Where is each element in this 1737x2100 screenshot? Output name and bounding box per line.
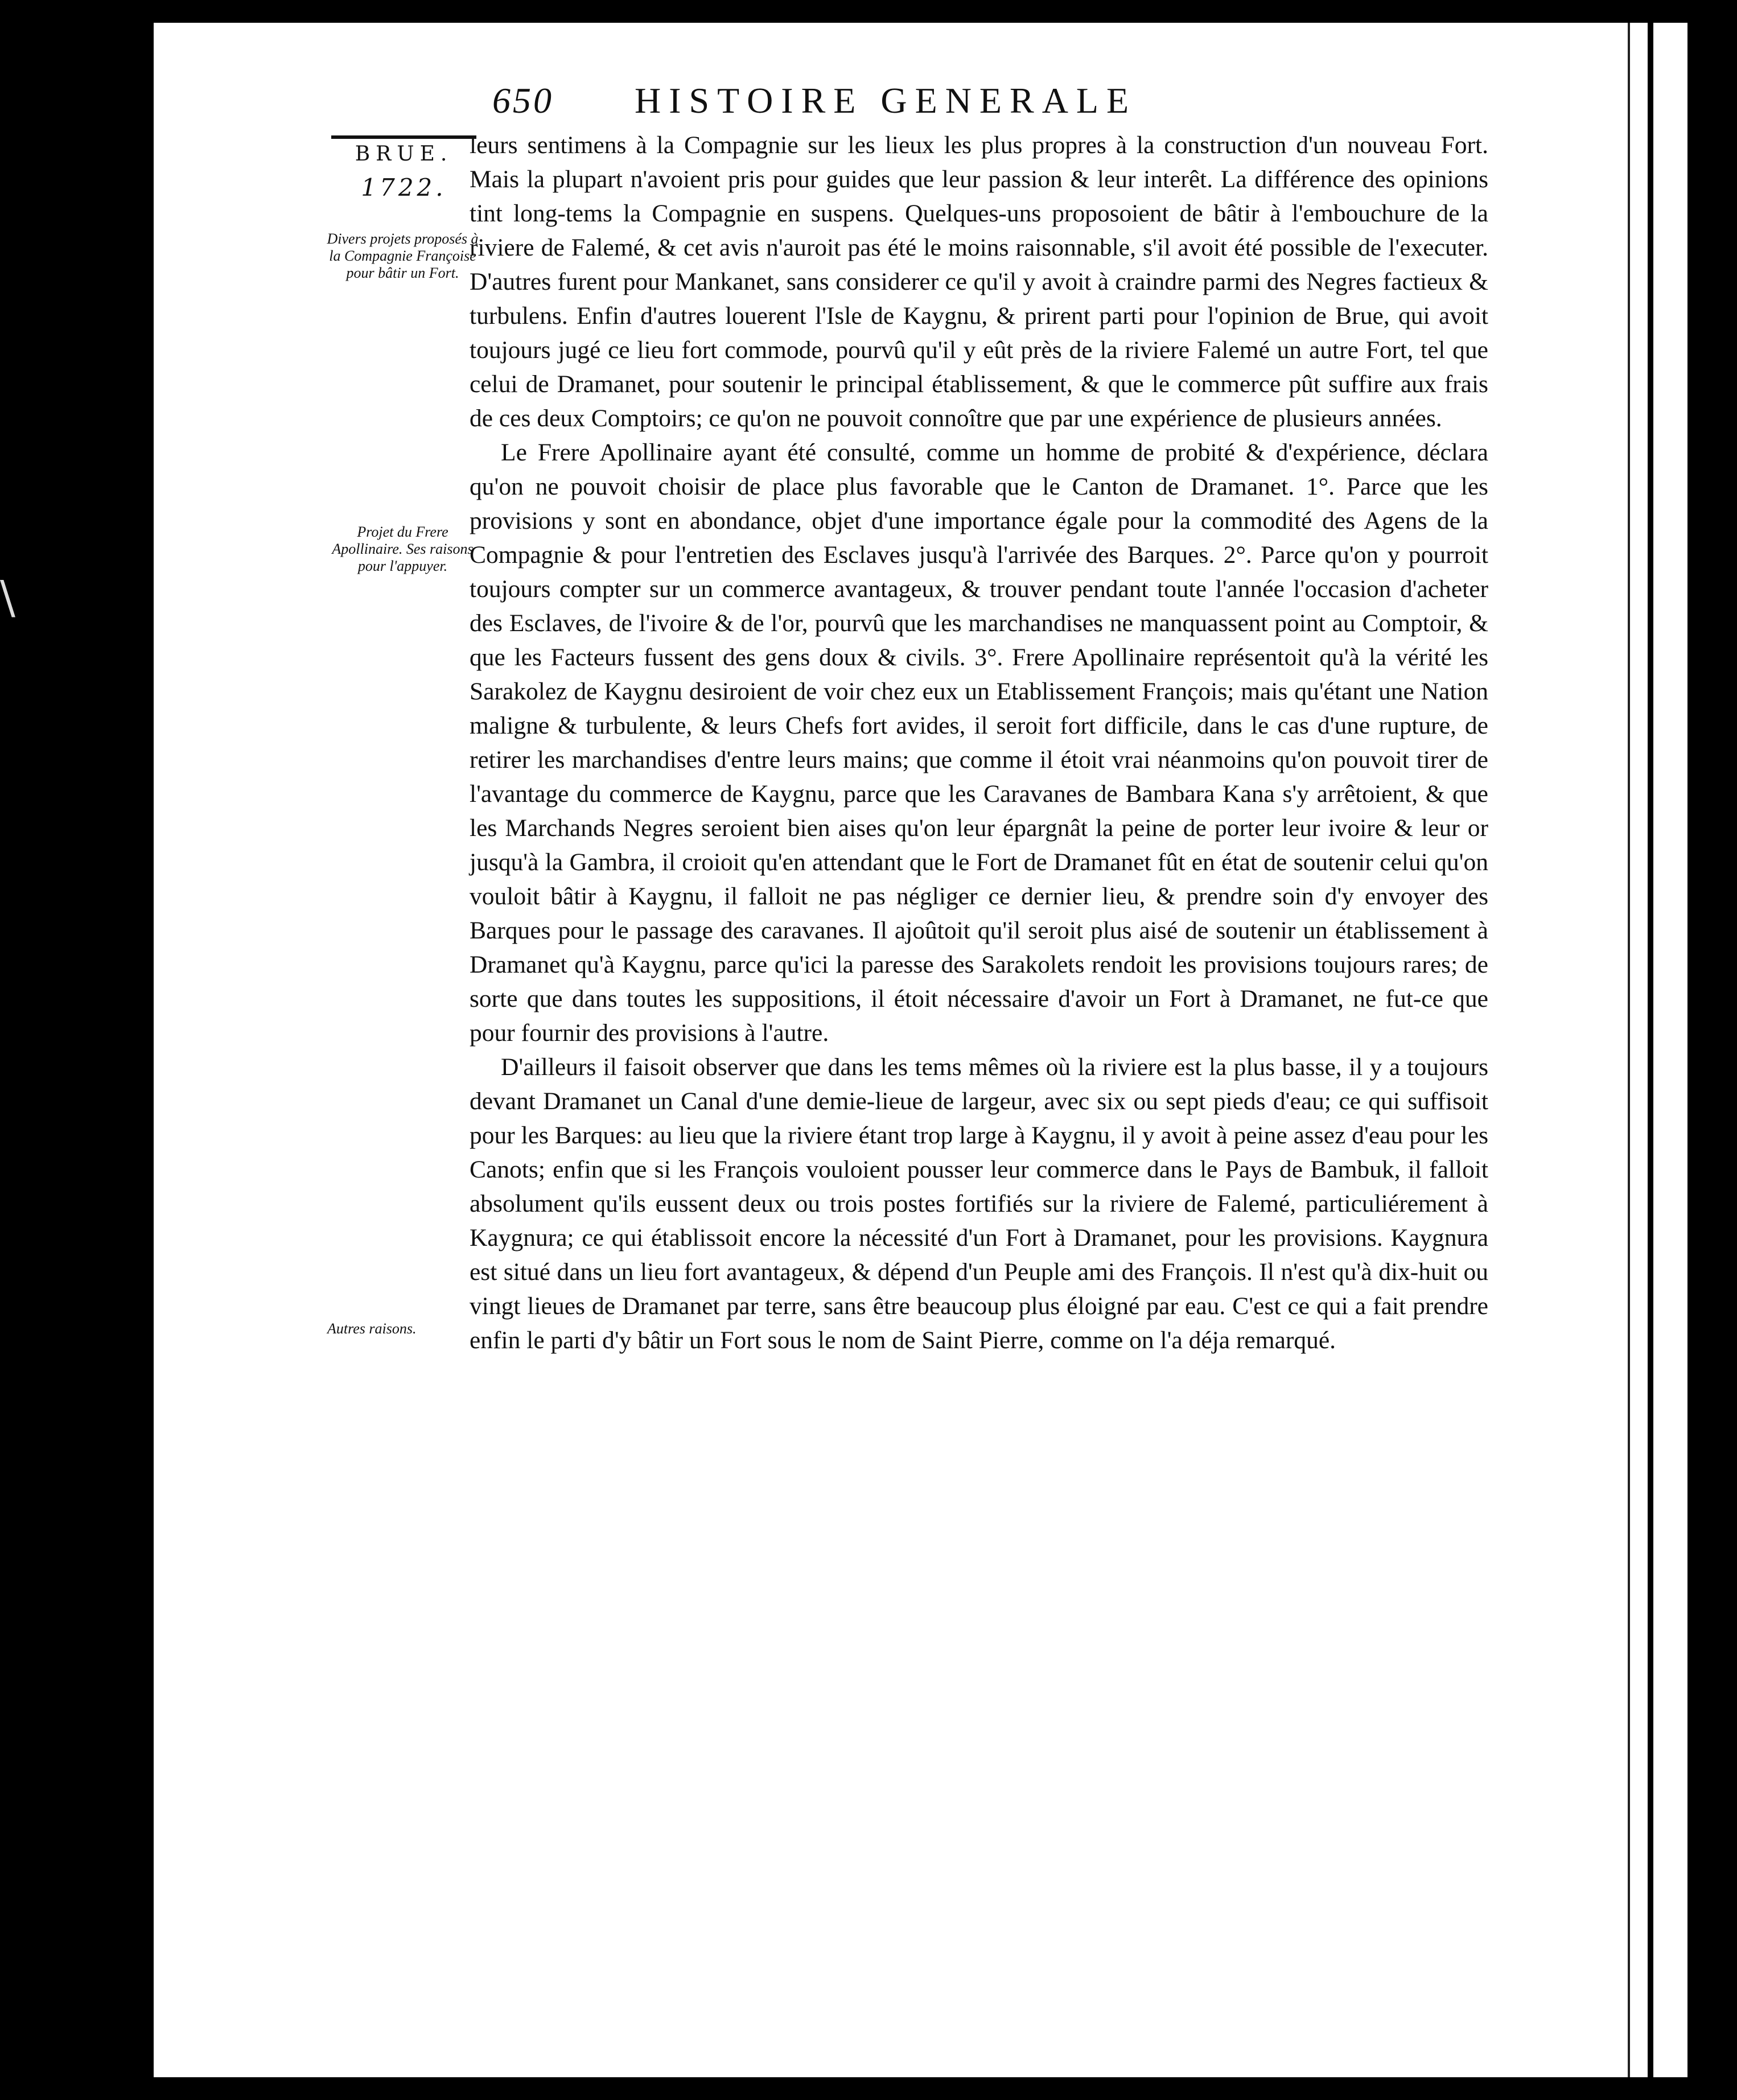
margin-year: 1722. [361,174,447,201]
page-edge-line [1628,23,1630,2077]
marginal-note-apollinaire: Projet du Frere Apollinaire. Ses raisons pour l'appuyer. [332,524,474,574]
paragraph: leurs sentimens à la Compagnie sur les lieux les plus propres à la construction d'un nouveau Fort. Mais la plupart n'avoient pris pour guides que leur passion & leur interêt. La différence des opinions tint long-tems la Compagnie en suspens. Quelques-uns proposoient de bâtir à l'embouchure de la riviere de Falemé, & cet avis n'auroit pas été le moins raisonnable, s'il avoit été possible de l'executer. D'autres furent pour Mankanet, sans considerer ce qu'il y avoit à craindre parmi des Negres factieux & turbulens. Enfin d'autres louerent l'Isle de Kaygnu, & prirent parti pour l'opinion de Brue, qui avoit toujours jugé ce lieu fort commode, pourvû qu'il y eût près de la riviere Falemé un autre Fort, tel que celui de Dramanet, pour soutenir le principal établissement, & que le commerce pût suffire aux frais de ces deux Comptoirs; ce qu'on ne pouvoit connoître que par une expérience de plusieurs années. [470,131,1488,432]
running-head [492,80,1306,122]
marginal-note-projets: Divers projets proposés à la Compagnie Françoise pour bâtir un Fort. [327,230,479,281]
main-text [470,128,1488,1357]
paragraph: Le Frere Apollinaire ayant été consulté, comme un homme de probité & d'expérience, déclara qu'on ne pouvoit choisir de place plus favorable que le Canton de Dramanet. 1°. Parce que les provisions y sont en abondance, objet d'une importance égale pour la commodité des Agens de la Compagnie & pour l'entretien des Esclaves jusqu'à l'arrivée des Barques. 2°. Parce qu'on y pourroit toujours compter sur un commerce avantageux, & trouver pendant toute l'année l'occasion d'acheter des Esclaves, de l'ivoire & de l'or, pourvû que les marchandises ne manquassent point au Comptoir, & que les Facteurs fussent des gens doux & civils. 3°. Frere Apollinaire représentoit qu'à la vérité les Sarakolez de Kaygnu desiroient de voir chez eux un Etablissement François; mais qu'étant une Nation maligne & turbulente, & leurs Chefs fort avides, il seroit fort difficile, dans le cas d'une rupture, de retirer les marchandises d'entre leurs mains; que comme il étoit vrai néanmoins qu'on pouvoit tirer de l'avantage du commerce de Kaygnu, parce que les Caravanes de Bambara Kana s'y arrêtoient, & que les Marchands Negres seroient bien aises qu'on leur épargnât la peine de porter leur ivoire & leur or jusqu'à la Gambra, il croioit qu'en attendant que le Fort de Dramanet fût en état de soutenir celui qu'on vouloit bâtir à Kaygnu, il falloit ne pas négliger ce dernier lieu, & prendre soin d'y envoyer des Barques pour le passage des caravanes. Il ajoûtoit qu'il seroit plus aisé de soutenir un établissement à Dramanet qu'à Kaygnu, parce qu'ici la paresse des Sarakolets rendoit les provisions toujours rares; de sorte que dans toutes les suppositions, il étoit nécessaire d'avoir un Fort à Dramanet, ne fut-ce que pour fournir des provisions à l'autre. [470,439,1488,1047]
marginal-note-autres: Autres raisons. [327,1320,417,1337]
facing-page-strip [1653,23,1687,2077]
scan-edge-mark: \ [0,571,15,624]
paragraph: D'ailleurs il faisoit observer que dans les tems mêmes où la riviere est la plus basse, il y a toujours devant Dramanet un Canal d'une demie-lieue de largeur, avec six ou sept pieds d'eau; ce qui suffisoit pour les Barques: au lieu que la riviere étant trop large à Kaygnu, il y avoit à peine assez d'eau pour les Canots; enfin que si les François vouloient pousser leur commerce dans le Pays de Bambuk, il falloit absolument qu'ils eussent deux ou trois postes fortifiés sur la riviere de Falemé, particuliérement à Kaygnura; ce qui établissoit encore la nécessité d'un Fort à Dramanet, pour les provisions. Kaygnura est situé dans un lieu fort avantageux, & dépend d'un Peuple ami des François. Il n'est qu'à dix-huit ou vingt lieues de Dramanet par terre, sans être beaucoup plus éloigné par eau. C'est ce qui a fait prendre enfin le parti d'y bâtir un Fort sous le nom de Saint Pierre, comme on l'a déja remarqué. [470,1053,1488,1354]
margin-author: BRUE. [355,142,453,166]
margin-rule [331,135,476,139]
page-number: 650 [492,80,554,121]
running-title: HISTOIRE GENERALE [635,80,1137,121]
